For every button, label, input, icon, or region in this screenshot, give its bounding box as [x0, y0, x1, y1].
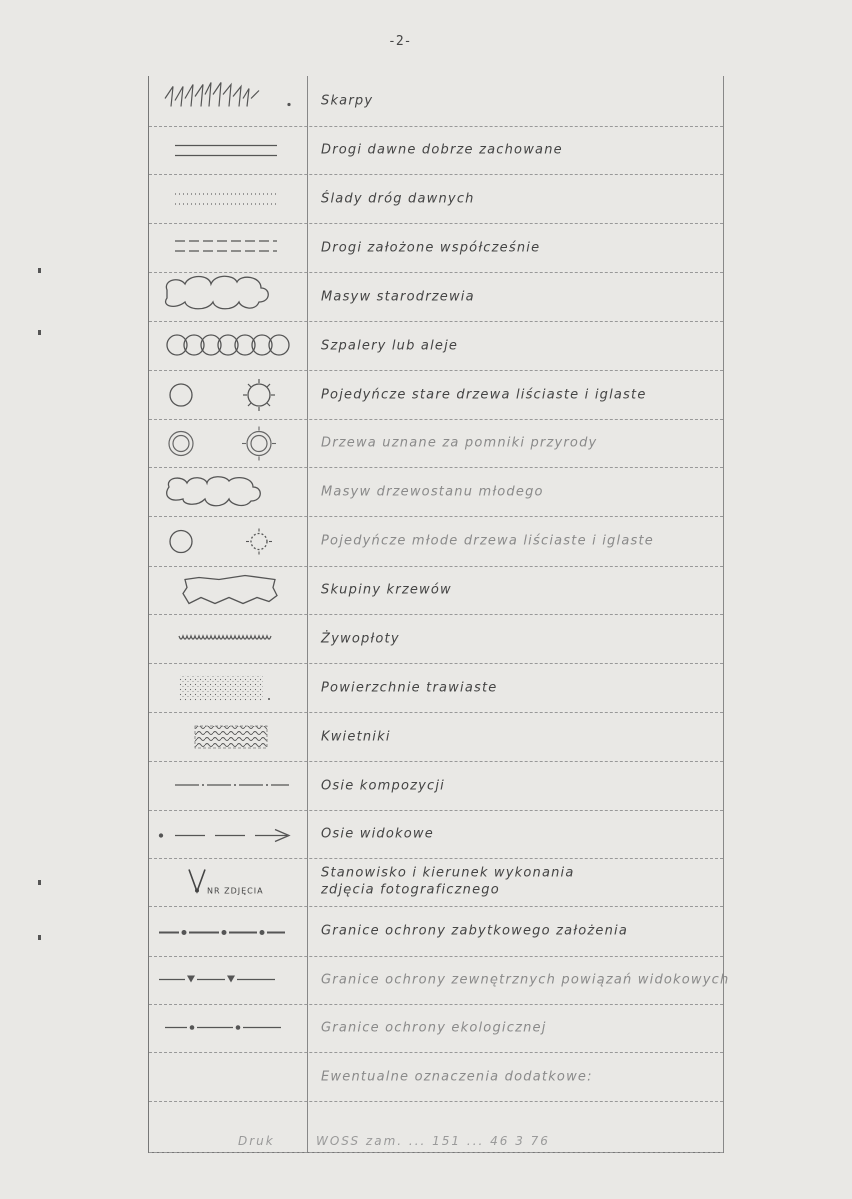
legend-row — [149, 76, 723, 127]
photo-v-symbol — [149, 858, 307, 906]
legend-row — [149, 467, 723, 517]
legend-label: Szpalery lub aleje — [321, 338, 459, 353]
legend-row — [149, 712, 723, 762]
page-number: -2- — [388, 34, 412, 49]
legend-row — [149, 174, 723, 224]
small-circles-symbol — [149, 516, 307, 566]
legend-row — [149, 223, 723, 273]
legend-label: Ewentualne oznaczenia dodatkowe: — [321, 1069, 593, 1084]
legend-label: Granice ochrony ekologicznej — [321, 1020, 547, 1036]
single-circles-symbol — [149, 370, 307, 419]
legend-label: Drogi założone współcześnie — [321, 240, 541, 255]
legend-label: Masyw starodrzewia — [321, 289, 475, 304]
double-circles-symbol — [149, 419, 307, 467]
legend-row — [149, 1052, 723, 1102]
shrub-group-symbol — [149, 566, 307, 614]
margin-mark — [38, 330, 41, 335]
legend-row — [149, 956, 730, 1005]
dashed-lines-symbol — [149, 223, 307, 272]
flowerbed-symbol — [149, 712, 307, 761]
skarpy-symbol — [149, 76, 307, 126]
legend-label: Stanowisko i kierunek wykonania zdjęcia fotograficznego — [321, 865, 575, 898]
legend-label: Skupiny krzewów — [321, 582, 452, 598]
legend-row — [149, 566, 723, 615]
footer-print-info: WOSS zam. ... 151 ... 46 3 76 — [316, 1134, 550, 1148]
margin-mark — [38, 268, 41, 273]
bead-line-symbol — [149, 906, 307, 956]
legend-label: Masyw drzewostanu młodego — [321, 484, 544, 499]
legend-row — [149, 614, 723, 664]
legend-row — [149, 370, 723, 420]
legend-row — [149, 516, 723, 567]
legend-label: Granice ochrony zewnętrznych powiązań widokowych — [321, 972, 730, 988]
legend-label: Skarpy — [321, 93, 374, 109]
arrow-line-symbol — [149, 810, 307, 858]
margin-mark — [38, 935, 41, 940]
double-line-symbol — [149, 126, 307, 174]
legend-row — [149, 761, 723, 811]
legend-row — [149, 858, 723, 907]
legend-row — [149, 419, 723, 468]
legend-symbol-blank — [149, 1101, 307, 1152]
dotted-lines-symbol — [149, 174, 307, 223]
legend-label: Ślady dróg dawnych — [321, 191, 475, 206]
legend-label: Żywopłoty — [321, 631, 400, 646]
young-mass-symbol — [149, 467, 307, 516]
legend-label: Drogi dawne dobrze zachowane — [321, 142, 563, 158]
triangle-line-symbol — [149, 956, 307, 1004]
legend-label: Powierzchnie trawiaste — [321, 680, 498, 695]
legend-label: Osie kompozycji — [321, 778, 445, 793]
legend-row — [149, 126, 723, 175]
legend-label: Pojedyńcze młode drzewa liściaste i iglaste — [321, 533, 654, 549]
legend-label: Kwietniki — [321, 729, 391, 744]
chain-circles-symbol — [149, 321, 307, 370]
photo-number-caption: NR ZDJĘCIA — [207, 886, 264, 896]
hedge-wave-symbol — [149, 614, 307, 663]
legend-row — [149, 1004, 723, 1053]
legend-row — [149, 321, 723, 371]
legend-label: Drzewa uznane za pomniki przyrody — [321, 435, 598, 451]
dot-line-symbol — [149, 1004, 307, 1052]
stipple-rect-symbol — [149, 663, 307, 712]
legend-label: Osie widokowe — [321, 826, 434, 842]
margin-mark — [38, 880, 41, 885]
legend-row — [149, 810, 723, 859]
cloud-mass-symbol — [149, 272, 307, 321]
dash-dot-line-symbol — [149, 761, 307, 810]
footer-print-label: Druk — [238, 1134, 275, 1148]
legend-label: Pojedyńcze stare drzewa liściaste i iglaste — [321, 387, 647, 402]
legend-row — [149, 272, 723, 322]
legend-symbol-blank — [149, 1052, 307, 1101]
legend-row — [149, 663, 723, 713]
legend-label: Granice ochrony zabytkowego założenia — [321, 923, 629, 939]
legend-row — [149, 906, 723, 957]
legend-table — [148, 76, 730, 1153]
